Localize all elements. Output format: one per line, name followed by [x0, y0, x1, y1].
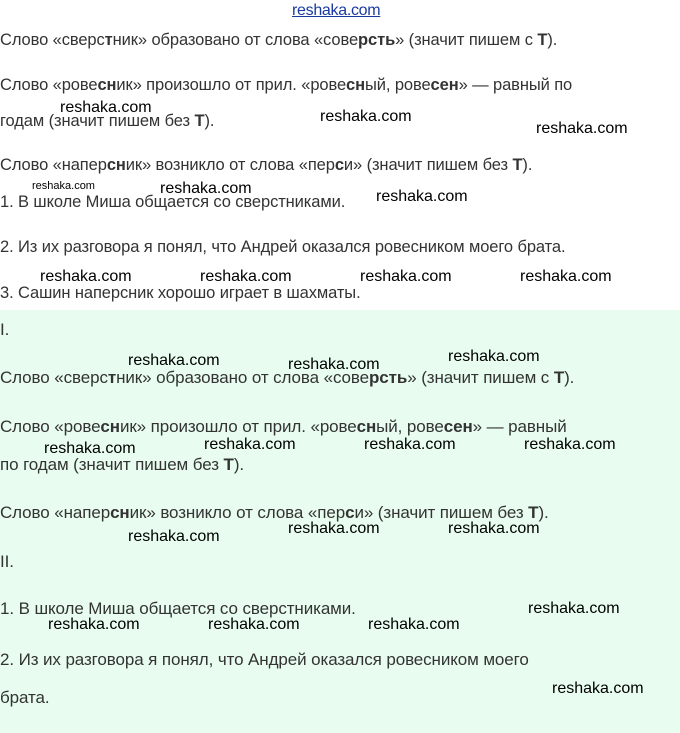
- sentence-2: 2. Из их разговора я понял, что Андрей оказался ровесником моего брата.: [0, 238, 566, 256]
- watermark: reshaka.com: [524, 436, 616, 453]
- explanation-rovesnik-cont: годам (значит пишем без Т).: [0, 112, 215, 130]
- watermark: reshaka.com: [360, 268, 452, 285]
- watermark: reshaka.com: [60, 99, 152, 116]
- watermark: reshaka.com: [364, 436, 456, 453]
- site-link[interactable]: reshaka.com: [292, 2, 381, 19]
- watermark: reshaka.com: [320, 108, 412, 125]
- explanation-rovesnik: Слово «ровесник» произошло от прил. «ровесный, ровесен» — равный по: [0, 76, 573, 94]
- answer-sentence-2-cont: брата.: [0, 688, 50, 707]
- watermark: reshaka.com: [32, 180, 95, 192]
- explanation-sverstnik: Слово «сверстник» образовано от слова «соверсть» (значит пишем с Т).: [0, 31, 558, 49]
- watermark: reshaka.com: [376, 188, 468, 205]
- watermark: reshaka.com: [200, 268, 292, 285]
- explanation-napersnik: Слово «наперсник» возникло от слова «перси» (значит пишем без Т).: [0, 156, 533, 174]
- part-one-heading: I.: [0, 320, 10, 339]
- sentence-3: 3. Сашин наперсник хорошо играет в шахматы.: [0, 284, 361, 302]
- watermark: reshaka.com: [448, 348, 540, 365]
- watermark: reshaka.com: [40, 268, 132, 285]
- watermark: reshaka.com: [128, 352, 220, 369]
- watermark: reshaka.com: [520, 268, 612, 285]
- watermark: reshaka.com: [204, 436, 296, 453]
- watermark: reshaka.com: [288, 356, 380, 373]
- sentence-1: 1. В школе Миша общается со сверстниками.: [0, 193, 346, 211]
- watermark: reshaka.com: [528, 600, 620, 617]
- watermark: reshaka.com: [536, 120, 628, 137]
- watermark: reshaka.com: [552, 680, 644, 697]
- answer-sentence-2: 2. Из их разговора я понял, что Андрей оказался ровесником моего: [0, 650, 529, 669]
- answer-sentence-1: 1. В школе Миша общается со сверстниками.: [0, 599, 356, 618]
- answer-explanation-rovesnik-cont: по годам (значит пишем без Т).: [0, 455, 244, 474]
- watermark: reshaka.com: [48, 616, 140, 633]
- answer-explanation-rovesnik: Слово «ровесник» произошло от прил. «ровесный, ровесен» — равный: [0, 417, 567, 436]
- watermark: reshaka.com: [160, 180, 252, 197]
- watermark: reshaka.com: [448, 520, 540, 537]
- watermark: reshaka.com: [288, 520, 380, 537]
- watermark: reshaka.com: [128, 528, 220, 545]
- part-two-heading: II.: [0, 552, 14, 571]
- answer-explanation-sverstnik: Слово «сверстник» образовано от слова «соверсть» (значит пишем с Т).: [0, 368, 575, 387]
- answer-explanation-napersnik: Слово «наперсник» возникло от слова «перси» (значит пишем без Т).: [0, 503, 549, 522]
- watermark: reshaka.com: [208, 616, 300, 633]
- watermark: reshaka.com: [44, 440, 136, 457]
- watermark: reshaka.com: [368, 616, 460, 633]
